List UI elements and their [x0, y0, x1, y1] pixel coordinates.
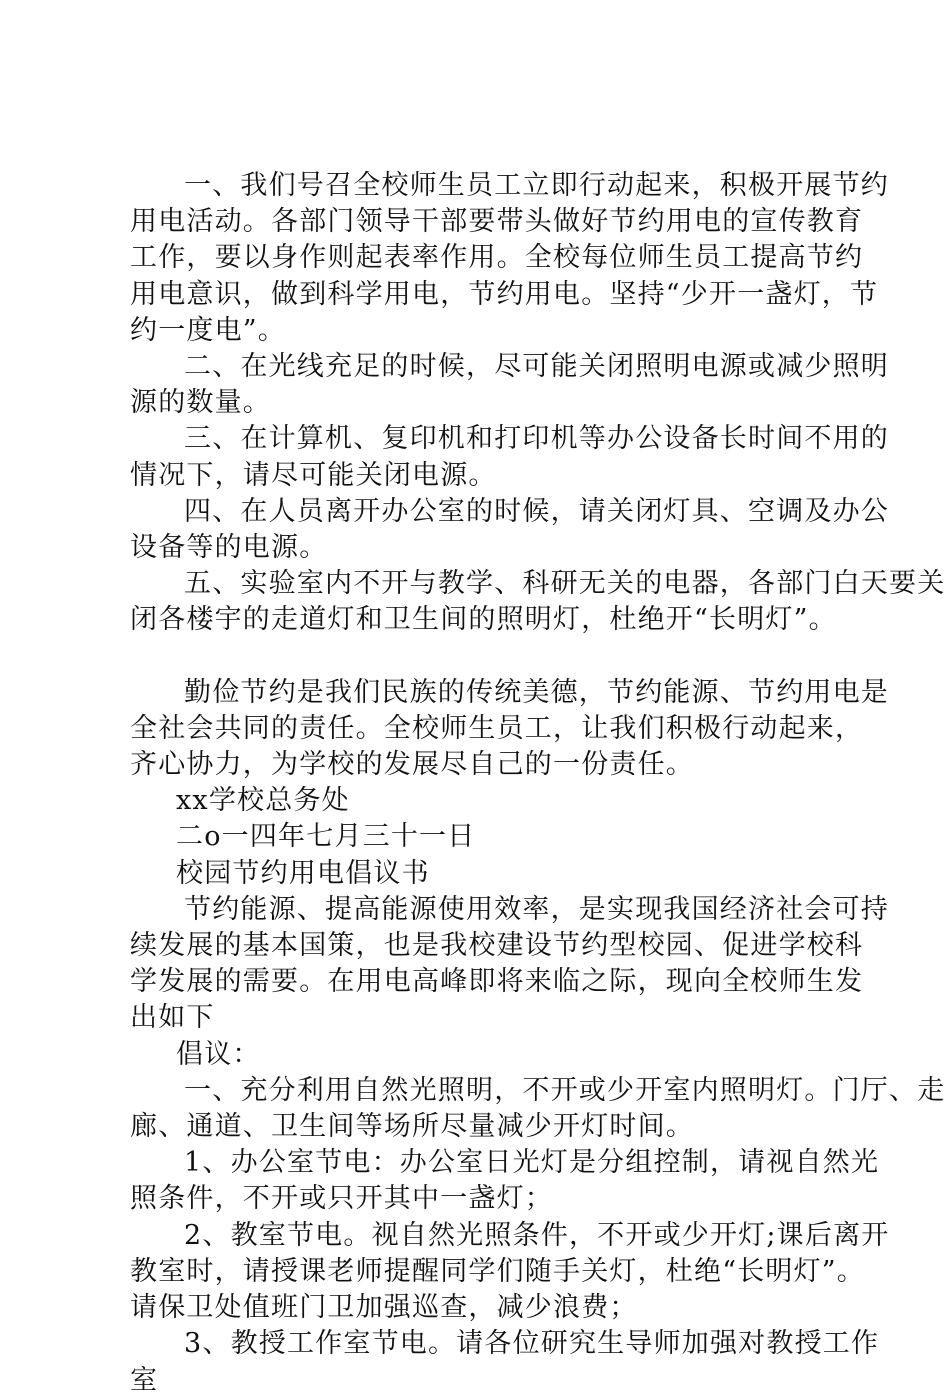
second-intro: 节约能源、提高能源使用效率，是实现我国经济社会可持续发展的基本国策，也是我校建设节约型校园、促进学校科学发展的需要。在用电高峰即将来临之际，现向全校师生发出如下: [130, 893, 889, 1034]
signature-line: xx学校总务处: [176, 785, 350, 817]
paragraph-item-2: 二、在光线充足的时候，尽可能关闭照明电源或减少照明源的数量。: [130, 351, 889, 419]
closing-paragraph: 勤俭节约是我们民族的传统美德，节约能源、节约用电是全社会共同的责任。全校师生员工，让我们积极行动起来，齐心协力，为学校的发展尽自己的一份责任。: [130, 676, 889, 781]
document-body: [130, 168, 946, 1399]
proposal-item-2: 1、办公室节电：办公室日光灯是分组控制，请视自然光照条件，不开或只开其中一盏灯；: [130, 1147, 880, 1215]
proposal-label: 倡议：: [176, 1038, 261, 1070]
paragraph-spacer: [130, 639, 890, 675]
paragraph-item-4: 四、在人员离开办公室的时候，请关闭灯具、空调及办公设备等的电源。: [130, 495, 889, 564]
date-line: 二o一四年七月三十一日: [176, 821, 476, 853]
paragraph-item-1: 一、我们号召全校师生员工立即行动起来，积极开展节约用电活动。各部门领导干部要带头做好节约用电的宣传教育工作，要以身作则起表率作用。全校每位师生员工提高节约用电意识，做到科学用电，节约用电。坚持“少开一盏灯，节约一度电”。: [130, 170, 889, 346]
second-title: 校园节约用电倡议书: [176, 857, 430, 889]
proposal-item-4: 3、教授工作室节电。请各位研究生导师加强对教授工作室: [130, 1328, 880, 1396]
paragraph-item-3: 三、在计算机、复印机和打印机等办公设备长时间不用的情况下，请尽可能关闭电源。: [130, 423, 889, 491]
proposal-item-1: 一、充分利用自然光照明，不开或少开室内照明灯。门厅、走廊、通道、卫生间等场所尽量减少开灯时间。: [130, 1074, 946, 1143]
proposal-item-3: 2、教室节电。视自然光照条件，不开或少开灯;课后离开教室时，请授课老师提醒同学们随手关灯，杜绝“长明灯”。请保卫处值班门卫加强巡查，减少浪费；: [130, 1219, 890, 1324]
paragraph-item-5: 五、实验室内不开与教学、科研无关的电器，各部门白天要关闭各楼宇的走道灯和卫生间的照明灯，杜绝开“长明灯”。: [130, 568, 946, 636]
